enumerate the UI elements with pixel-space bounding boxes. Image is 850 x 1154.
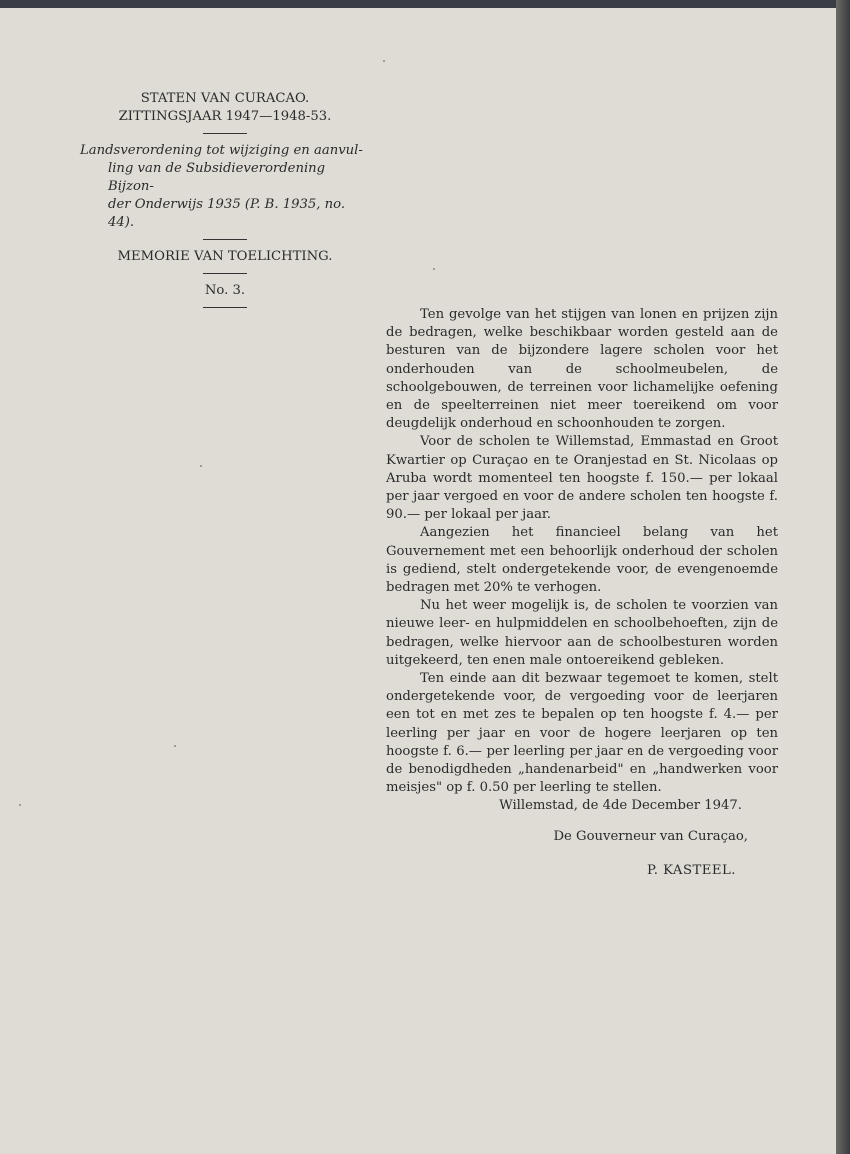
subject-line: Landsverordening tot wijziging en aanvul- <box>80 143 363 158</box>
paragraph: Ten gevolge van het stijgen van lonen en prijzen zijn de bedragen, welke beschikbaar worden gesteld aan de besturen van de bijzondere lagere scholen voor het onderhouden van de schoolmeubelen, de schoolgebouwen, de terreinen voor lichamelijke oefening en de speelterreinen niet meer toereikend om voor deugdelijk onderhoud en schoonhouden te zorgen. <box>386 307 778 432</box>
header-subject <box>80 142 370 232</box>
subject-line: der Onderwijs 1935 (P. B. 1935, no. 44). <box>108 197 346 230</box>
paper-speck <box>433 268 435 270</box>
doc-type: MEMORIE VAN TOELICHTING. <box>117 249 333 264</box>
header-divider <box>203 133 247 134</box>
scan-edge <box>836 0 850 1154</box>
paper-speck <box>174 745 176 747</box>
header-divider <box>203 273 247 274</box>
header-divider <box>203 307 247 308</box>
subject-line: ling van de Subsidieverordening Bijzon- <box>108 161 326 194</box>
signatory-role: De Gouverneur van Curaçao, <box>553 829 748 844</box>
paragraph: Aangezien het financieel belang van het Gouvernement met een behoorlijk onderhoud der scholen is gediend, stelt ondergetekende voor, de evengenoemde bedragen met 20% te verhogen. <box>386 525 778 596</box>
paragraph: Voor de scholen te Willemstad, Emmastad en Groot Kwartier op Curaçao en te Oranjestad en St. Nicolaas op Aruba wordt momenteel ten hoogste f. 150.— per lokaal per jaar vergoed en voor de andere scholen ten hoogste f. 90.— per lokaal per jaar. <box>386 434 778 523</box>
paragraph: Ten einde aan dit bezwaar tegemoet te komen, stelt ondergetekende voor, de vergoeding voor de leerjaren een tot en met zes te bepalen op ten hoogste f. 4.— per leerling per jaar en voor de hogere leerjaren op ten hoogste f. 6.— per leerling per jaar en de vergoeding voor de benodigdheden „handenarbeid" en „handwerken voor meisjes" op f. 0.50 per leerling te stellen. <box>386 671 778 796</box>
paper-speck <box>200 465 202 467</box>
header-title: STATEN VAN CURACAO. <box>140 91 310 106</box>
doc-number: No. 3. <box>204 283 246 298</box>
header-divider <box>203 239 247 240</box>
place-date: Willemstad, de 4de December 1947. <box>499 798 742 813</box>
paper-speck <box>383 60 385 62</box>
signatory-name: P. KASTEEL. <box>647 863 736 878</box>
document-page <box>0 8 836 1154</box>
paper-speck <box>19 804 21 806</box>
paragraph: Nu het weer mogelijk is, de scholen te voorzien van nieuwe leer- en hulpmiddelen en schoolbehoeften, zijn de bedragen, welke hiervoor aan de schoolbesturen worden uitgekeerd, ten enen male ontoereikend gebleken. <box>386 598 778 668</box>
document-header <box>60 90 390 316</box>
body-text <box>386 306 778 797</box>
header-session: ZITTINGSJAAR 1947—1948-53. <box>118 109 332 124</box>
